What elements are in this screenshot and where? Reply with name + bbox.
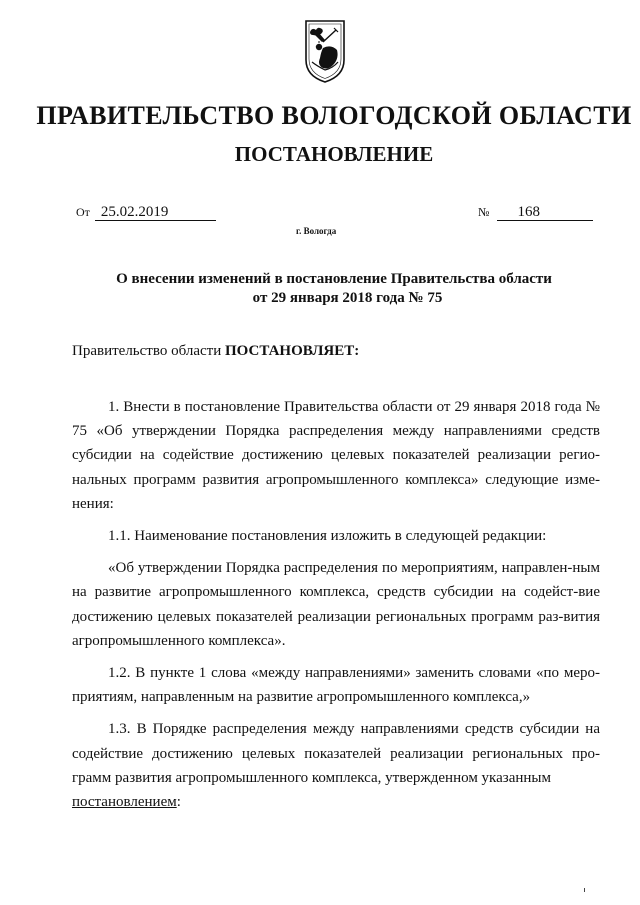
document-body: [72, 395, 600, 814]
city-label: г. Вологда: [296, 226, 337, 236]
resolution-intro: [72, 343, 359, 360]
document-type: ПОСТАНОВЛЕНИЕ: [234, 142, 434, 166]
date-value: 25.02.2019: [95, 205, 216, 221]
paragraph-1-3: [72, 717, 600, 814]
number-value: 168: [497, 205, 593, 221]
subject-line-2: от 29 января 2018 года № 75: [252, 290, 443, 306]
paragraph-1: 1. Внести в постановление Правительства области от 29 января 2018 года № 75 «Об утверждении Порядка распределения между направлениями средств субсидии на содействие достижению целевых показателей реализации регио-нальных программ развития агропромышленного комплекса» следующие изме-нения:: [72, 399, 600, 512]
intro-emphasis: ПОСТАНОВЛЯЕТ:: [224, 343, 360, 359]
page-mark: [584, 888, 585, 892]
paragraph-1-3-punct: :: [176, 794, 181, 811]
document-subject: [0, 270, 640, 308]
resolution-link[interactable]: постановлением: [72, 794, 177, 811]
paragraph-1-1: 1.1. Наименование постановления изложить в следующей редакции:: [108, 528, 547, 545]
number-prefix: №: [478, 205, 490, 219]
document-number: [478, 205, 593, 221]
paragraph-quote: «Об утверждении Порядка распределения по мероприятиям, направлен-ным на развитие агропромышленного комплекса, средств субсидии на содейст-вие достижению целевых показателей реализации региональных программ раз-вития агропромышленного комплекса».: [72, 560, 600, 649]
paragraph-1-2: 1.2. В пункте 1 слова «между направлениями» заменить словами «по меро-приятиям, направленным на развитие агропромышленного комплекса,»: [72, 665, 600, 706]
vologda-coat-of-arms-icon: [303, 18, 347, 84]
date-prefix: От: [76, 205, 90, 219]
subject-line-1: О внесении изменений в постановление Правительства области: [116, 271, 552, 287]
intro-text: Правительство области: [72, 343, 222, 359]
paragraph-1-3-text: 1.3. В Порядке распределения между направлениями средств субсидии на содействие достижению целевых показателей реализации региональных про-грамм развития агропромышленного комплекса, утвержденном указанным: [72, 721, 600, 786]
organization-title: ПРАВИТЕЛЬСТВО ВОЛОГОДСКОЙ ОБЛАСТИ: [36, 101, 632, 130]
document-date: [76, 205, 216, 221]
